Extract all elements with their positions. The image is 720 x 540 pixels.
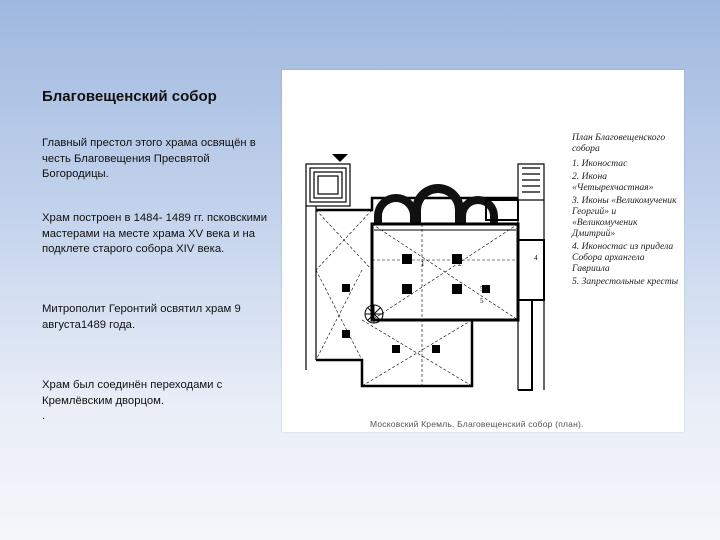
paragraph-passages-text: Храм был соединён переходами с Кремлёвским дворцом. [42, 379, 223, 407]
legend-item-3: 3. Иконы «Великомученик Георгий» и «Великомученик Дмитрий» [572, 195, 677, 239]
legend-item-2: 2. Икона «Четырехчастная» [572, 171, 654, 193]
entrance-arrow-icon [332, 154, 348, 162]
plan-number-5b: 5 [480, 297, 484, 305]
paragraph-construction: Храм построен в 1484- 1489 гг. псковскими мастерами на месте храма XV века и на подклете старого собора XIV века. [42, 212, 268, 255]
plan-number-1: 1 [421, 260, 425, 268]
floor-plan-image [282, 70, 684, 432]
legend-item-4: 4. Иконостас из придела Собора архангела Гавриила [572, 241, 674, 274]
paragraph-passages [42, 378, 272, 425]
legend-item-1: 1. Иконостас [572, 158, 628, 169]
piers [342, 254, 490, 353]
plan-number-5a: 5 [480, 285, 484, 293]
legend-title: План Благовещенского собора [572, 132, 666, 154]
left-porch [306, 164, 350, 370]
plan-legend [572, 132, 682, 289]
paragraph-consecration: Митрополит Геронтий освятил храм 9 августа1489 года. [42, 303, 241, 331]
paragraph-dot: . [42, 410, 46, 422]
plan-number-4: 4 [534, 254, 538, 262]
slide-title: Благовещенский собор [42, 88, 217, 105]
apses [374, 184, 498, 224]
plan-number-3: 3 [492, 208, 496, 216]
spiral-stair-icon [365, 305, 383, 323]
plan-caption: Московский Кремль. Благовещенский собор (план). [370, 419, 584, 429]
paragraph-dedication: Главный престол этого храма освящён в честь Благовещения Пресвятой Богородицы. [42, 137, 256, 180]
plan-number-2: 2 [458, 260, 462, 268]
right-annex [486, 200, 544, 390]
legend-item-5: 5. Запрестольные кресты [572, 276, 679, 287]
